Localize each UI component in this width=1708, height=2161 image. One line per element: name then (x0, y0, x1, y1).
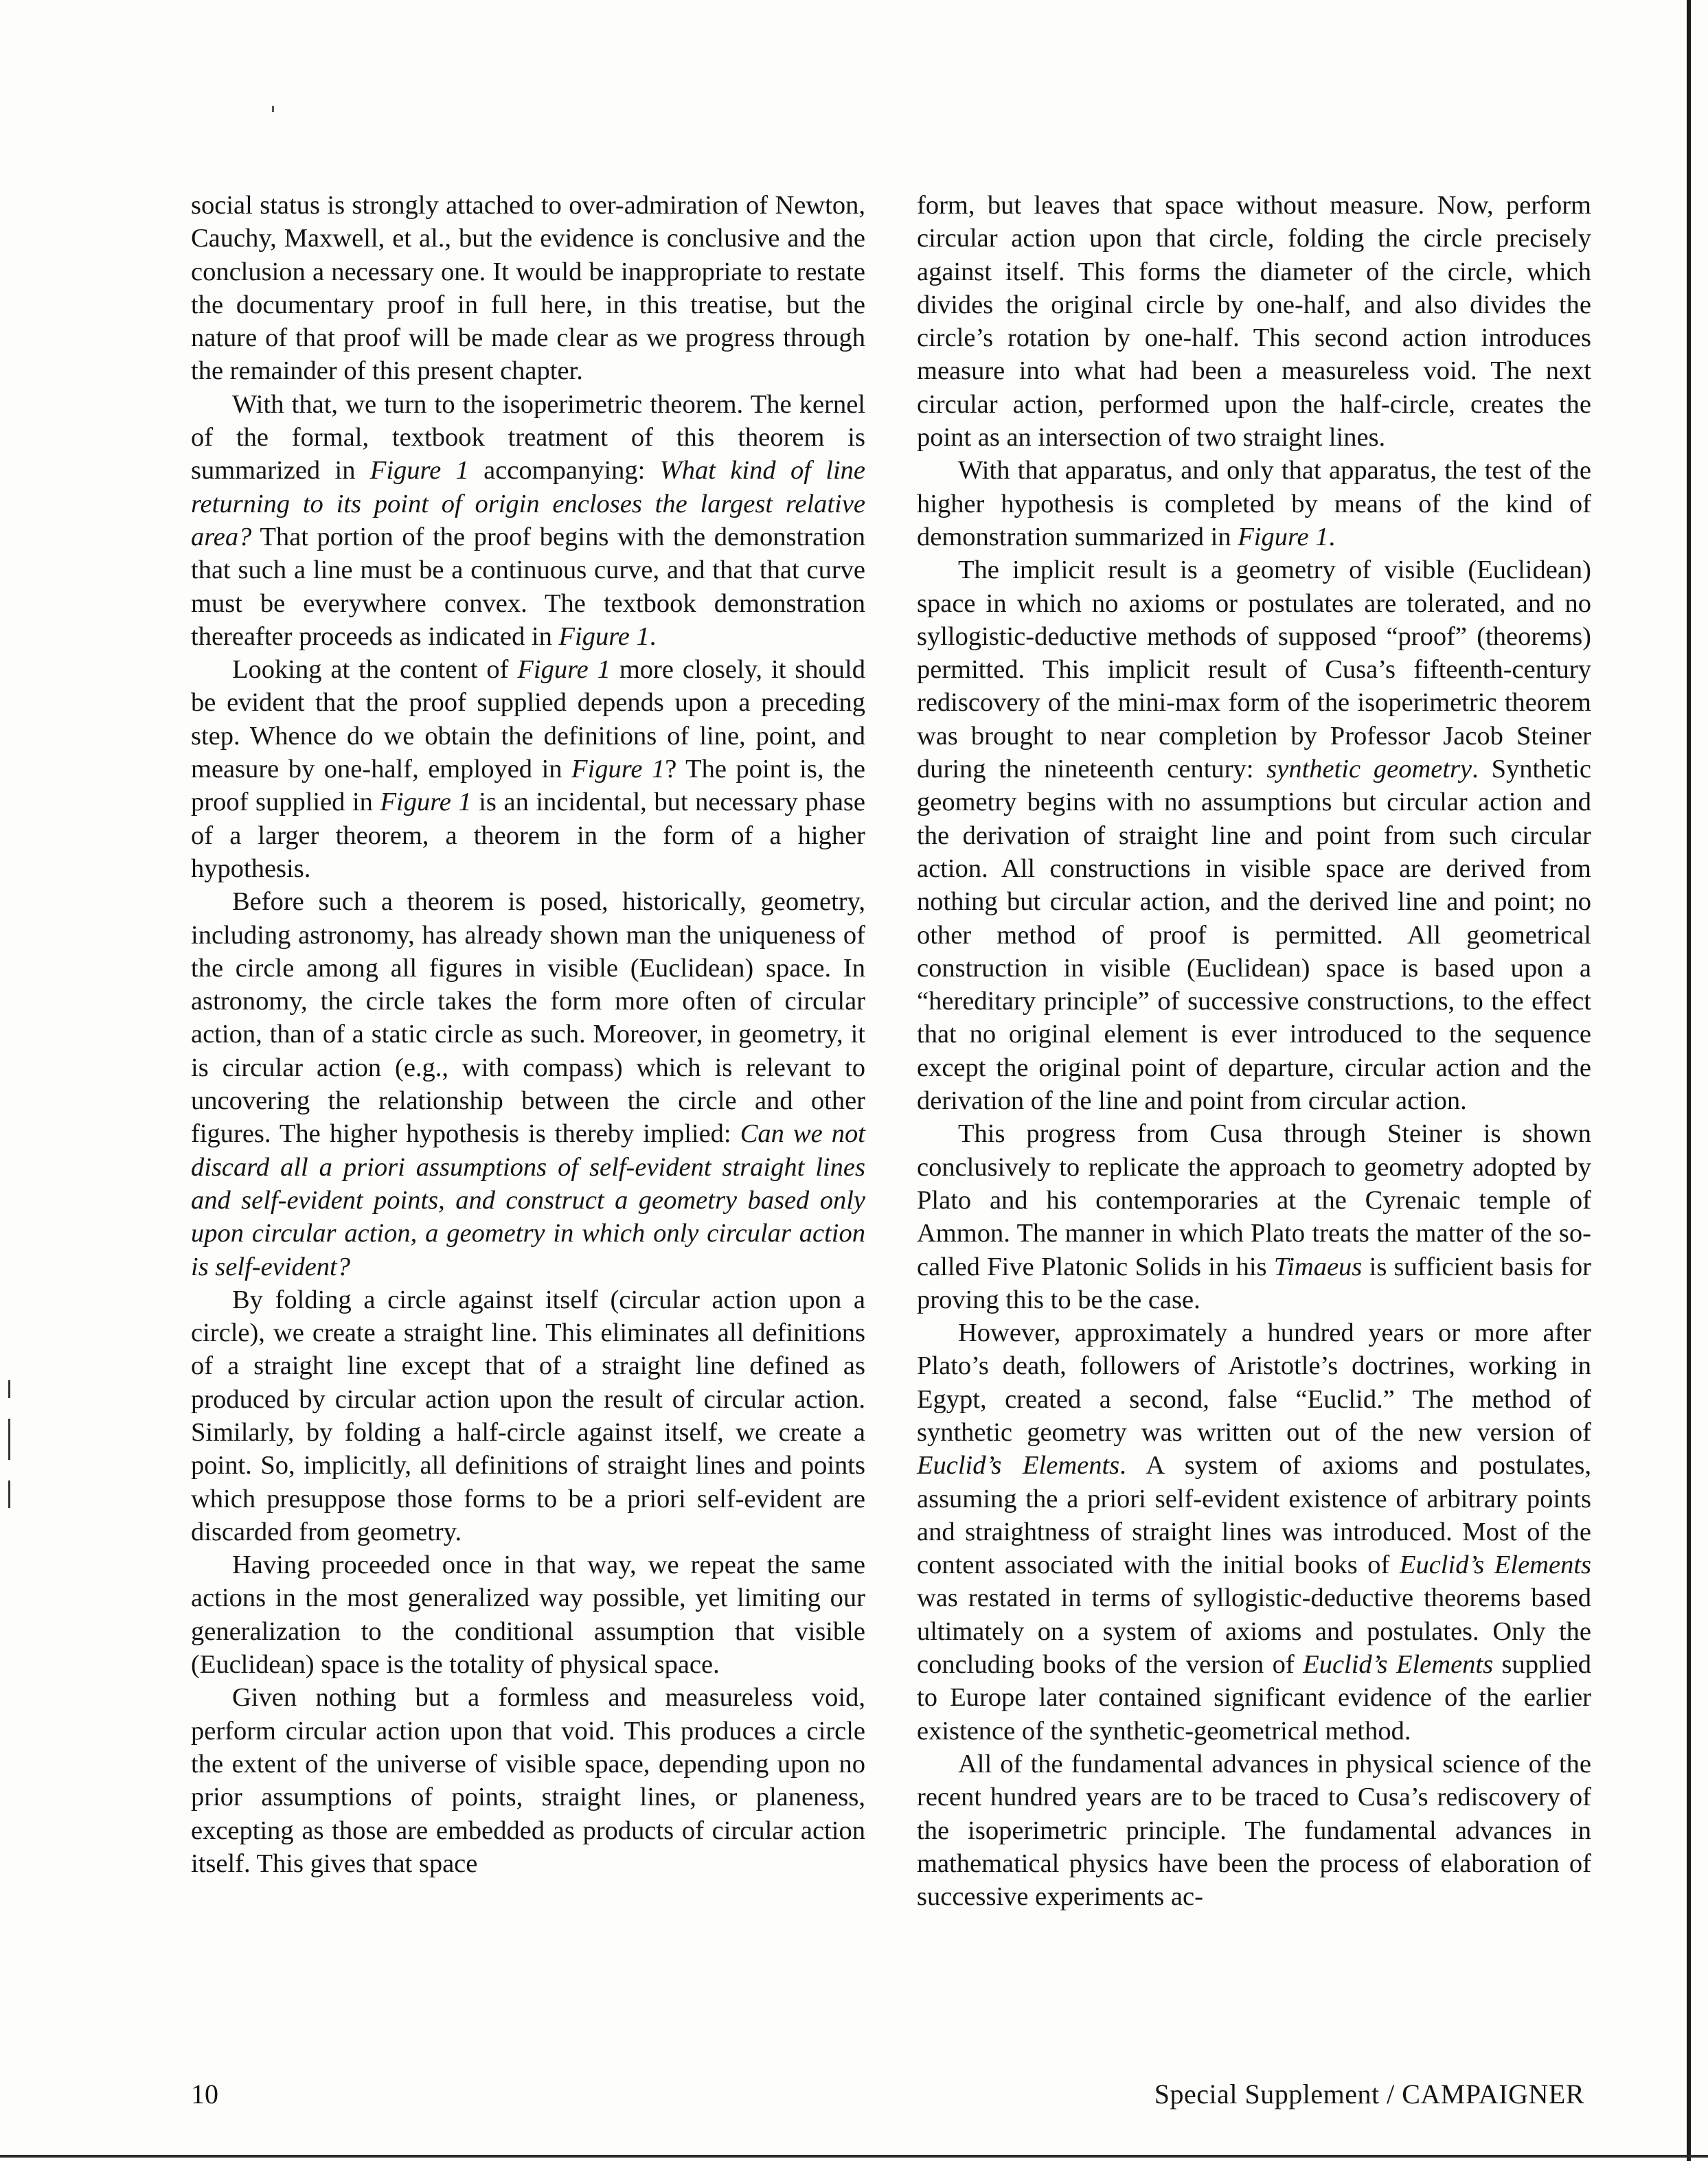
paragraph: Before such a theorem is posed, historically, geometry, including astronomy, has already shown man the uniqueness of the circle among all figures in visible (Euclidean) space. In astronomy, the circle takes the form more often of circular action, than of a static circle as such. Moreover, in geometry, it is circular action (e.g., with compass) which is relevant to uncovering the relationship between the circle and other figures. The higher hypothesis is thereby implied: Can we not discard all a priori assumptions of self-evident straight lines and self-evident points, and construct a geometry based only upon circular action, a geometry in which only circular action is self-evident? (191, 887, 865, 1281)
print-speck (272, 106, 274, 112)
left-column (191, 189, 865, 1880)
page-number: 10 (191, 2079, 218, 2109)
running-title: Special Supplement / CAMPAIGNER (1154, 2079, 1584, 2109)
right-column (917, 189, 1591, 1913)
paragraph: This progress from Cusa through Steiner is shown conclusively to replicate the approach to geometry adopted by Plato and his contemporaries at the Cyrenaic temple of Ammon. The manner in which Plato treats the matter of the so-called Five Platonic Solids in his Timaeus is sufficient basis for proving this to be the case. (917, 1119, 1591, 1314)
paragraph: The implicit result is a geometry of visible (Euclidean) space in which no axioms or postulates are tolerated, and no syllogistic-deductive methods of supposed “proof” (theorems) permitted. This implicit result of Cusa’s fifteenth-century rediscovery of the mini-max form of the isoperimetric theorem was brought to near completion by Professor Jacob Steiner during the nineteenth century: synthetic geometry. Synthetic geometry begins with no assumptions but circular action and the derivation of straight line and point from such circular action. All constructions in visible space are derived from nothing but circular action, and the derived line and point; no other method of proof is permitted. All geometrical construction in visible (Euclidean) space is based upon a “hereditary principle” of successive constructions, to the effect that no original element is ever introduced to the sequence except the original point of departure, circular action and the derivation of the line and point from circular action. (917, 556, 1591, 1116)
paragraph: All of the fundamental advances in physical science of the recent hundred years are to be traced to Cusa’s rediscovery of the isoperimetric principle. The fundamental advances in mathematical physics have been the process of elaboration of successive experiments ac- (917, 1749, 1591, 1912)
paragraph: Given nothing but a formless and measureless void, perform circular action upon that void. This produces a circle the extent of the universe of visible space, depending upon no prior assumptions of points, straight lines, or planeness, excepting as those are embedded as products of circular action itself. This gives that space (191, 1683, 865, 1878)
paragraph: social status is strongly attached to over-admiration of Newton, Cauchy, Maxwell, et al., but the evidence is conclusive and the conclusion a necessary one. It would be inappropriate to restate the documentary proof in full here, in this treatise, but the nature of that proof will be made clear as we progress through the remainder of this present chapter. (191, 191, 865, 386)
page-edge-shadow (1687, 0, 1691, 2161)
paragraph: Having proceeded once in that way, we repeat the same actions in the most generalized way possible, yet limiting our generalization to the conditional assumption that visible (Euclidean) space is the totality of physical space. (191, 1551, 865, 1680)
paragraph: With that, we turn to the isoperimetric theorem. The kernel of the formal, textbook treatment of this theorem is summarized in Figure 1 accompanying: What kind of line returning to its point of origin encloses the largest relative area? That portion of the proof begins with the demonstration that such a line must be a continuous curve, and that that curve must be everywhere convex. The textbook demonstration thereafter proceeds as indicated in Figure 1. (191, 389, 865, 651)
paragraph: form, but leaves that space without measure. Now, perform circular action upon that circle, folding the circle precisely against itself. This forms the diameter of the circle, which divides the original circle by one-half, and also divides the circle’s rotation by one-half. This second action introduces measure into what had been a measureless void. The next circular action, performed upon the half-circle, creates the point as an intersection of two straight lines. (917, 191, 1591, 453)
paragraph: By folding a circle against itself (circular action upon a circle), we create a straight line. This eliminates all definitions of a straight line except that of a straight line defined as produced by circular action upon the result of circular action. Similarly, by folding a half-circle against itself, we create a point. So, implicitly, all definitions of straight lines and points which presuppose those forms to be a priori self-evident are discarded from geometry. (191, 1285, 865, 1546)
paragraph: However, approximately a hundred years or more after Plato’s death, followers of Aristotle’s doctrines, working in Egypt, created a second, false “Euclid.” The method of synthetic geometry was written out of the new version of Euclid’s Elements. A system of axioms and postulates, assuming the a priori self-evident existence of arbitrary points and straightness of straight lines was introduced. Most of the content associated with the initial books of Euclid’s Elements was restated in terms of syllogistic-deductive theorems based ultimately on a system of axioms and postulates. Only the concluding books of the version of Euclid’s Elements supplied to Europe later contained significant evidence of the earlier existence of the synthetic-geometrical method. (917, 1318, 1591, 1746)
margin-marks (8, 1380, 10, 1529)
paragraph: Looking at the content of Figure 1 more closely, it should be evident that the proof supplied depends upon a preceding step. Whence do we obtain the definitions of line, point, and measure by one-half, employed in Figure 1? The point is, the proof supplied in Figure 1 is an incidental, but necessary phase of a larger theorem, a theorem in the form of a higher hypothesis. (191, 655, 866, 883)
paragraph: With that apparatus, and only that apparatus, the test of the higher hypothesis is completed by means of the kind of demonstration summarized in Figure 1. (917, 456, 1591, 551)
page-bottom-rule (0, 2155, 1708, 2158)
